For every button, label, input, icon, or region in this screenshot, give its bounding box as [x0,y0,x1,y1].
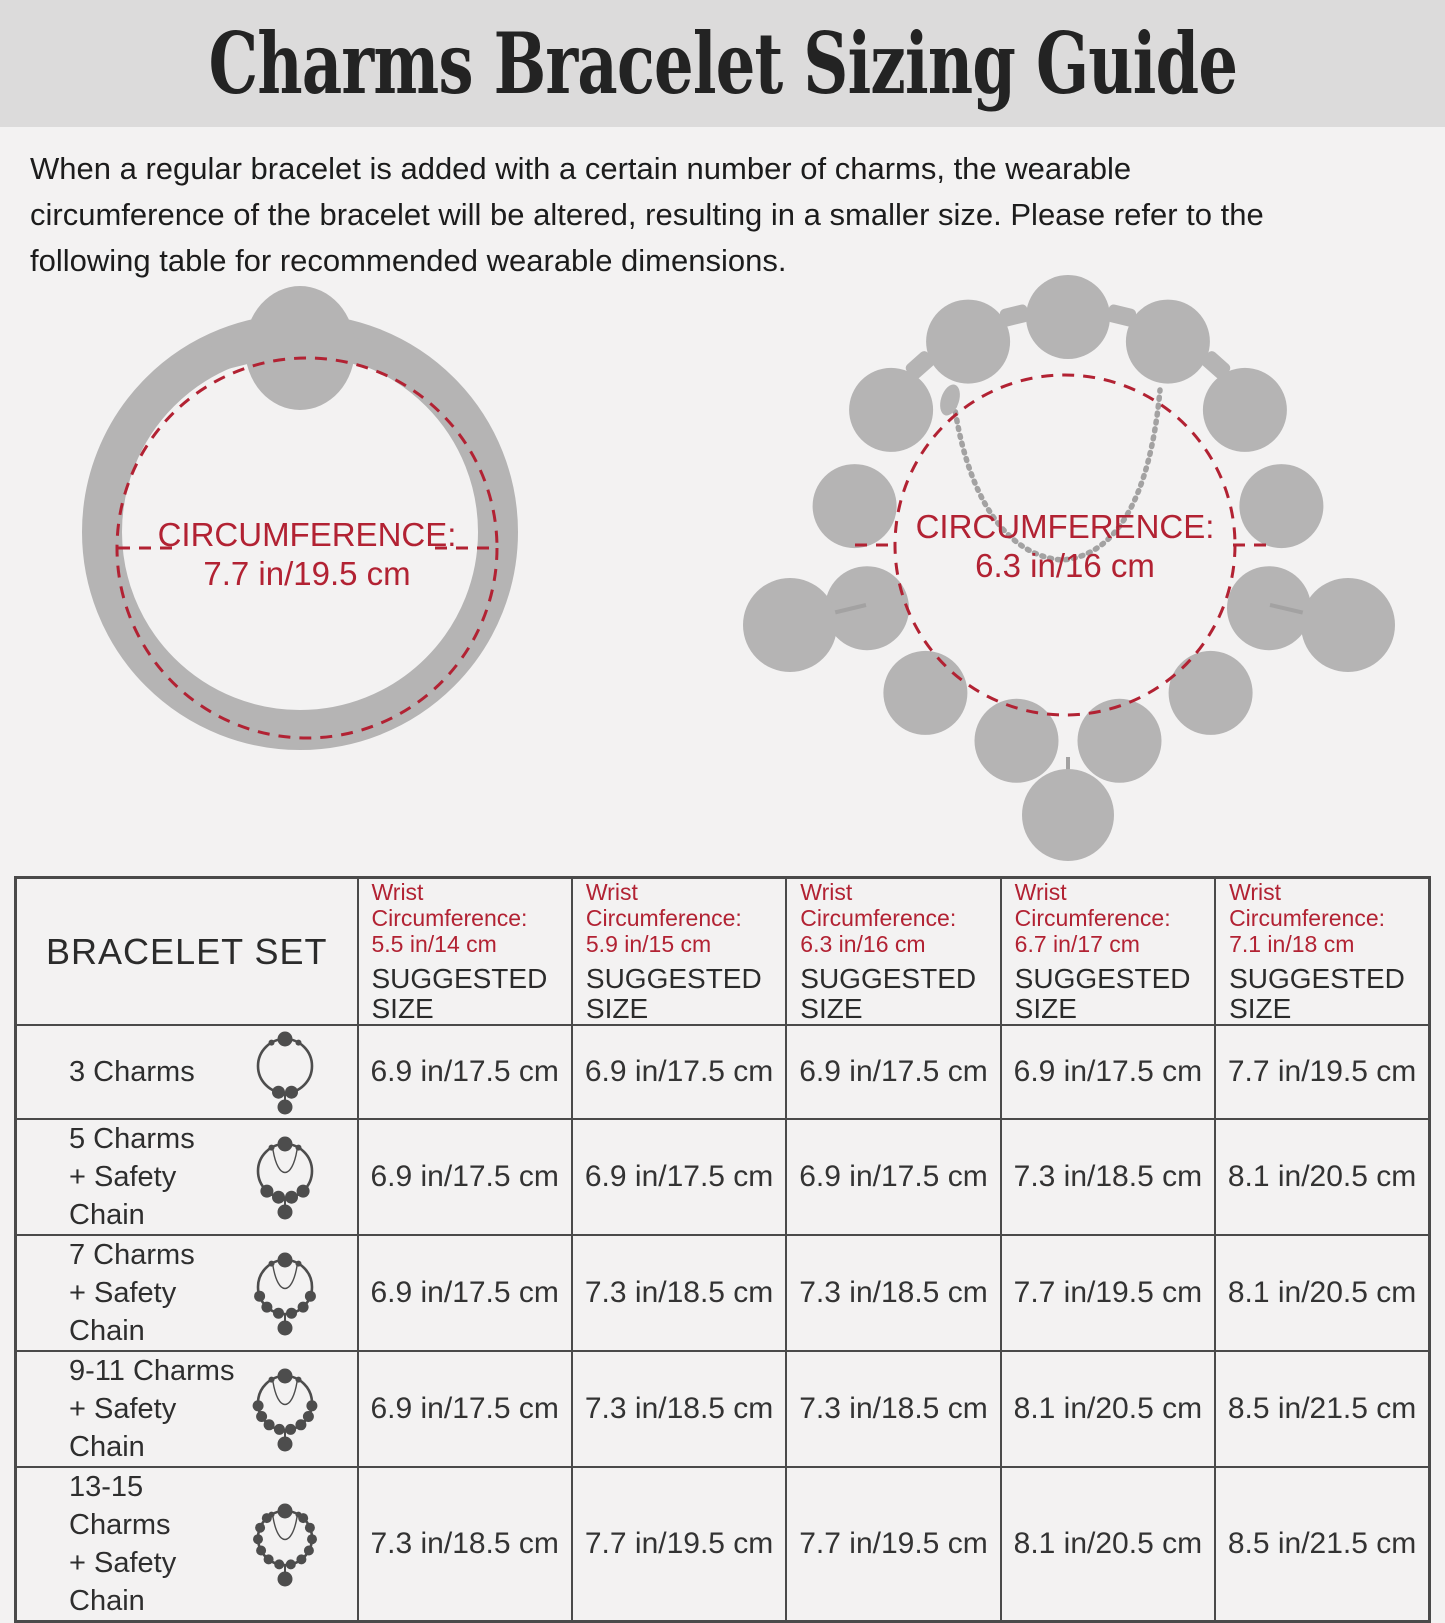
page-title: Charms Bracelet Sizing Guide [208,14,1237,113]
bracelet-set-icon [243,1247,327,1339]
charm-circle [1026,275,1110,359]
suggested-size-cell: 6.9 in/17.5 cm [358,1235,572,1351]
suggested-size-cell: 6.9 in/17.5 cm [1001,1025,1215,1119]
charm-spacer [999,303,1030,327]
suggested-size-cell: 6.9 in/17.5 cm [358,1351,572,1467]
bracelet-set-label: 3 Charms [69,1056,195,1088]
suggested-size-label: SUGGESTED SIZE [1229,963,1405,1024]
suggested-size-cell: 7.3 in/18.5 cm [786,1235,1000,1351]
circumference-value: 6.3 in/16 cm [975,547,1155,584]
table-row [16,1025,1430,1119]
dangle-charm-right [1301,578,1395,672]
bracelet-set-cell [16,1351,358,1467]
dangle-charm-left [743,578,837,672]
suggested-size-cell: 7.7 in/19.5 cm [572,1467,786,1622]
wrist-circumference-header [572,878,786,1026]
bracelet-set-icon [243,1498,327,1590]
suggested-size-label: SUGGESTED SIZE [585,963,762,1024]
suggested-size-cell: 7.7 in/19.5 cm [1215,1025,1429,1119]
charm-circle [1239,464,1323,548]
plain-bracelet-figure [102,286,498,738]
wrist-circumference-text: Wrist Circumference: 5.9 in/15 cm [585,879,742,957]
wrist-circumference-header [358,878,572,1026]
circumference-title: CIRCUMFERENCE: [915,508,1215,545]
wrist-circumference-header [1001,878,1215,1026]
suggested-size-cell: 7.7 in/19.5 cm [1001,1235,1215,1351]
bracelet-set-header: BRACELET SET [16,878,358,1026]
suggested-size-cell: 7.3 in/18.5 cm [572,1235,786,1351]
circumference-value: 7.7 in/19.5 cm [203,555,411,592]
suggested-size-label: SUGGESTED SIZE [800,963,977,1024]
charm-circle [975,699,1059,783]
title-banner [0,0,1445,127]
suggested-size-cell: 8.5 in/21.5 cm [1215,1351,1429,1467]
bracelet-set-label: 9-11 Charms + Safety Chain [69,1355,235,1463]
suggested-size-cell: 8.1 in/20.5 cm [1001,1467,1215,1622]
wrist-circumference-text: Wrist Circumference: 6.7 in/17 cm [1014,879,1171,957]
intro-line: following table for recommended wearable dimensions. [30,243,787,278]
intro-line: circumference of the bracelet will be altered, resulting in a smaller size. Please refer to the [30,197,1264,232]
suggested-size-cell: 8.1 in/20.5 cm [1215,1119,1429,1235]
bracelet-set-cell [16,1235,358,1351]
bracelet-set-cell [16,1025,358,1119]
charm-circle [1169,651,1253,735]
table-header [16,878,1430,1026]
charm-circle [813,464,897,548]
suggested-size-cell: 6.9 in/17.5 cm [358,1119,572,1235]
wrist-circumference-header [1215,878,1429,1026]
sizing-table [14,876,1431,1623]
table-row [16,1467,1430,1622]
bangle-clasp [245,286,355,410]
charm-circle [926,300,1010,384]
circumference-title: CIRCUMFERENCE: [157,516,457,553]
suggested-size-cell: 6.9 in/17.5 cm [358,1025,572,1119]
bracelet-set-label: 13-15 Charms + Safety Chain [69,1471,177,1617]
wrist-circumference-text: Wrist Circumference: 6.3 in/16 cm [800,879,957,957]
safety-chain-clasp [936,382,963,418]
suggested-size-cell: 7.3 in/18.5 cm [358,1467,572,1622]
circumference-label-charms [910,508,1220,586]
charm-circle [1126,300,1210,384]
intro-paragraph [30,130,1425,284]
circumference-label-plain [152,516,462,594]
intro-line: When a regular bracelet is added with a certain number of charms, the wearable [30,151,1132,186]
charm-circle [1078,699,1162,783]
wrist-circumference-header [786,878,1000,1026]
suggested-size-cell: 8.5 in/21.5 cm [1215,1467,1429,1622]
bracelet-set-cell [16,1119,358,1235]
bracelet-set-icon [243,1026,327,1118]
suggested-size-cell: 6.9 in/17.5 cm [786,1119,1000,1235]
suggested-size-cell: 6.9 in/17.5 cm [572,1025,786,1119]
bracelet-set-label: 7 Charms + Safety Chain [69,1239,195,1347]
suggested-size-cell: 6.9 in/17.5 cm [572,1119,786,1235]
bracelet-set-icon [243,1363,327,1455]
suggested-size-cell: 6.9 in/17.5 cm [786,1025,1000,1119]
suggested-size-label: SUGGESTED SIZE [371,963,548,1024]
dangle-charm-bottom [1022,769,1114,861]
figures-illustration [0,270,1445,870]
sizing-table-section [14,876,1431,1623]
charm-circle [1203,368,1287,452]
bracelet-set-label: 5 Charms + Safety Chain [69,1123,195,1231]
suggested-size-cell: 8.1 in/20.5 cm [1215,1235,1429,1351]
wrist-circumference-text: Wrist Circumference: 5.5 in/14 cm [371,879,528,957]
wrist-circumference-text: Wrist Circumference: 7.1 in/18 cm [1229,879,1385,957]
suggested-size-label: SUGGESTED SIZE [1014,963,1191,1024]
suggested-size-cell: 7.3 in/18.5 cm [572,1351,786,1467]
table-row [16,1119,1430,1235]
bracelet-set-icon [243,1131,327,1223]
suggested-size-cell: 7.3 in/18.5 cm [786,1351,1000,1467]
charm-circle [825,566,909,650]
suggested-size-cell: 7.7 in/19.5 cm [786,1467,1000,1622]
charm-circle [849,368,933,452]
charm-circle [1227,566,1311,650]
suggested-size-cell: 7.3 in/18.5 cm [1001,1119,1215,1235]
charm-spacer [1106,303,1137,327]
charm-circle [883,651,967,735]
suggested-size-cell: 8.1 in/20.5 cm [1001,1351,1215,1467]
table-row [16,1235,1430,1351]
bracelet-set-cell [16,1467,358,1622]
table-row [16,1351,1430,1467]
